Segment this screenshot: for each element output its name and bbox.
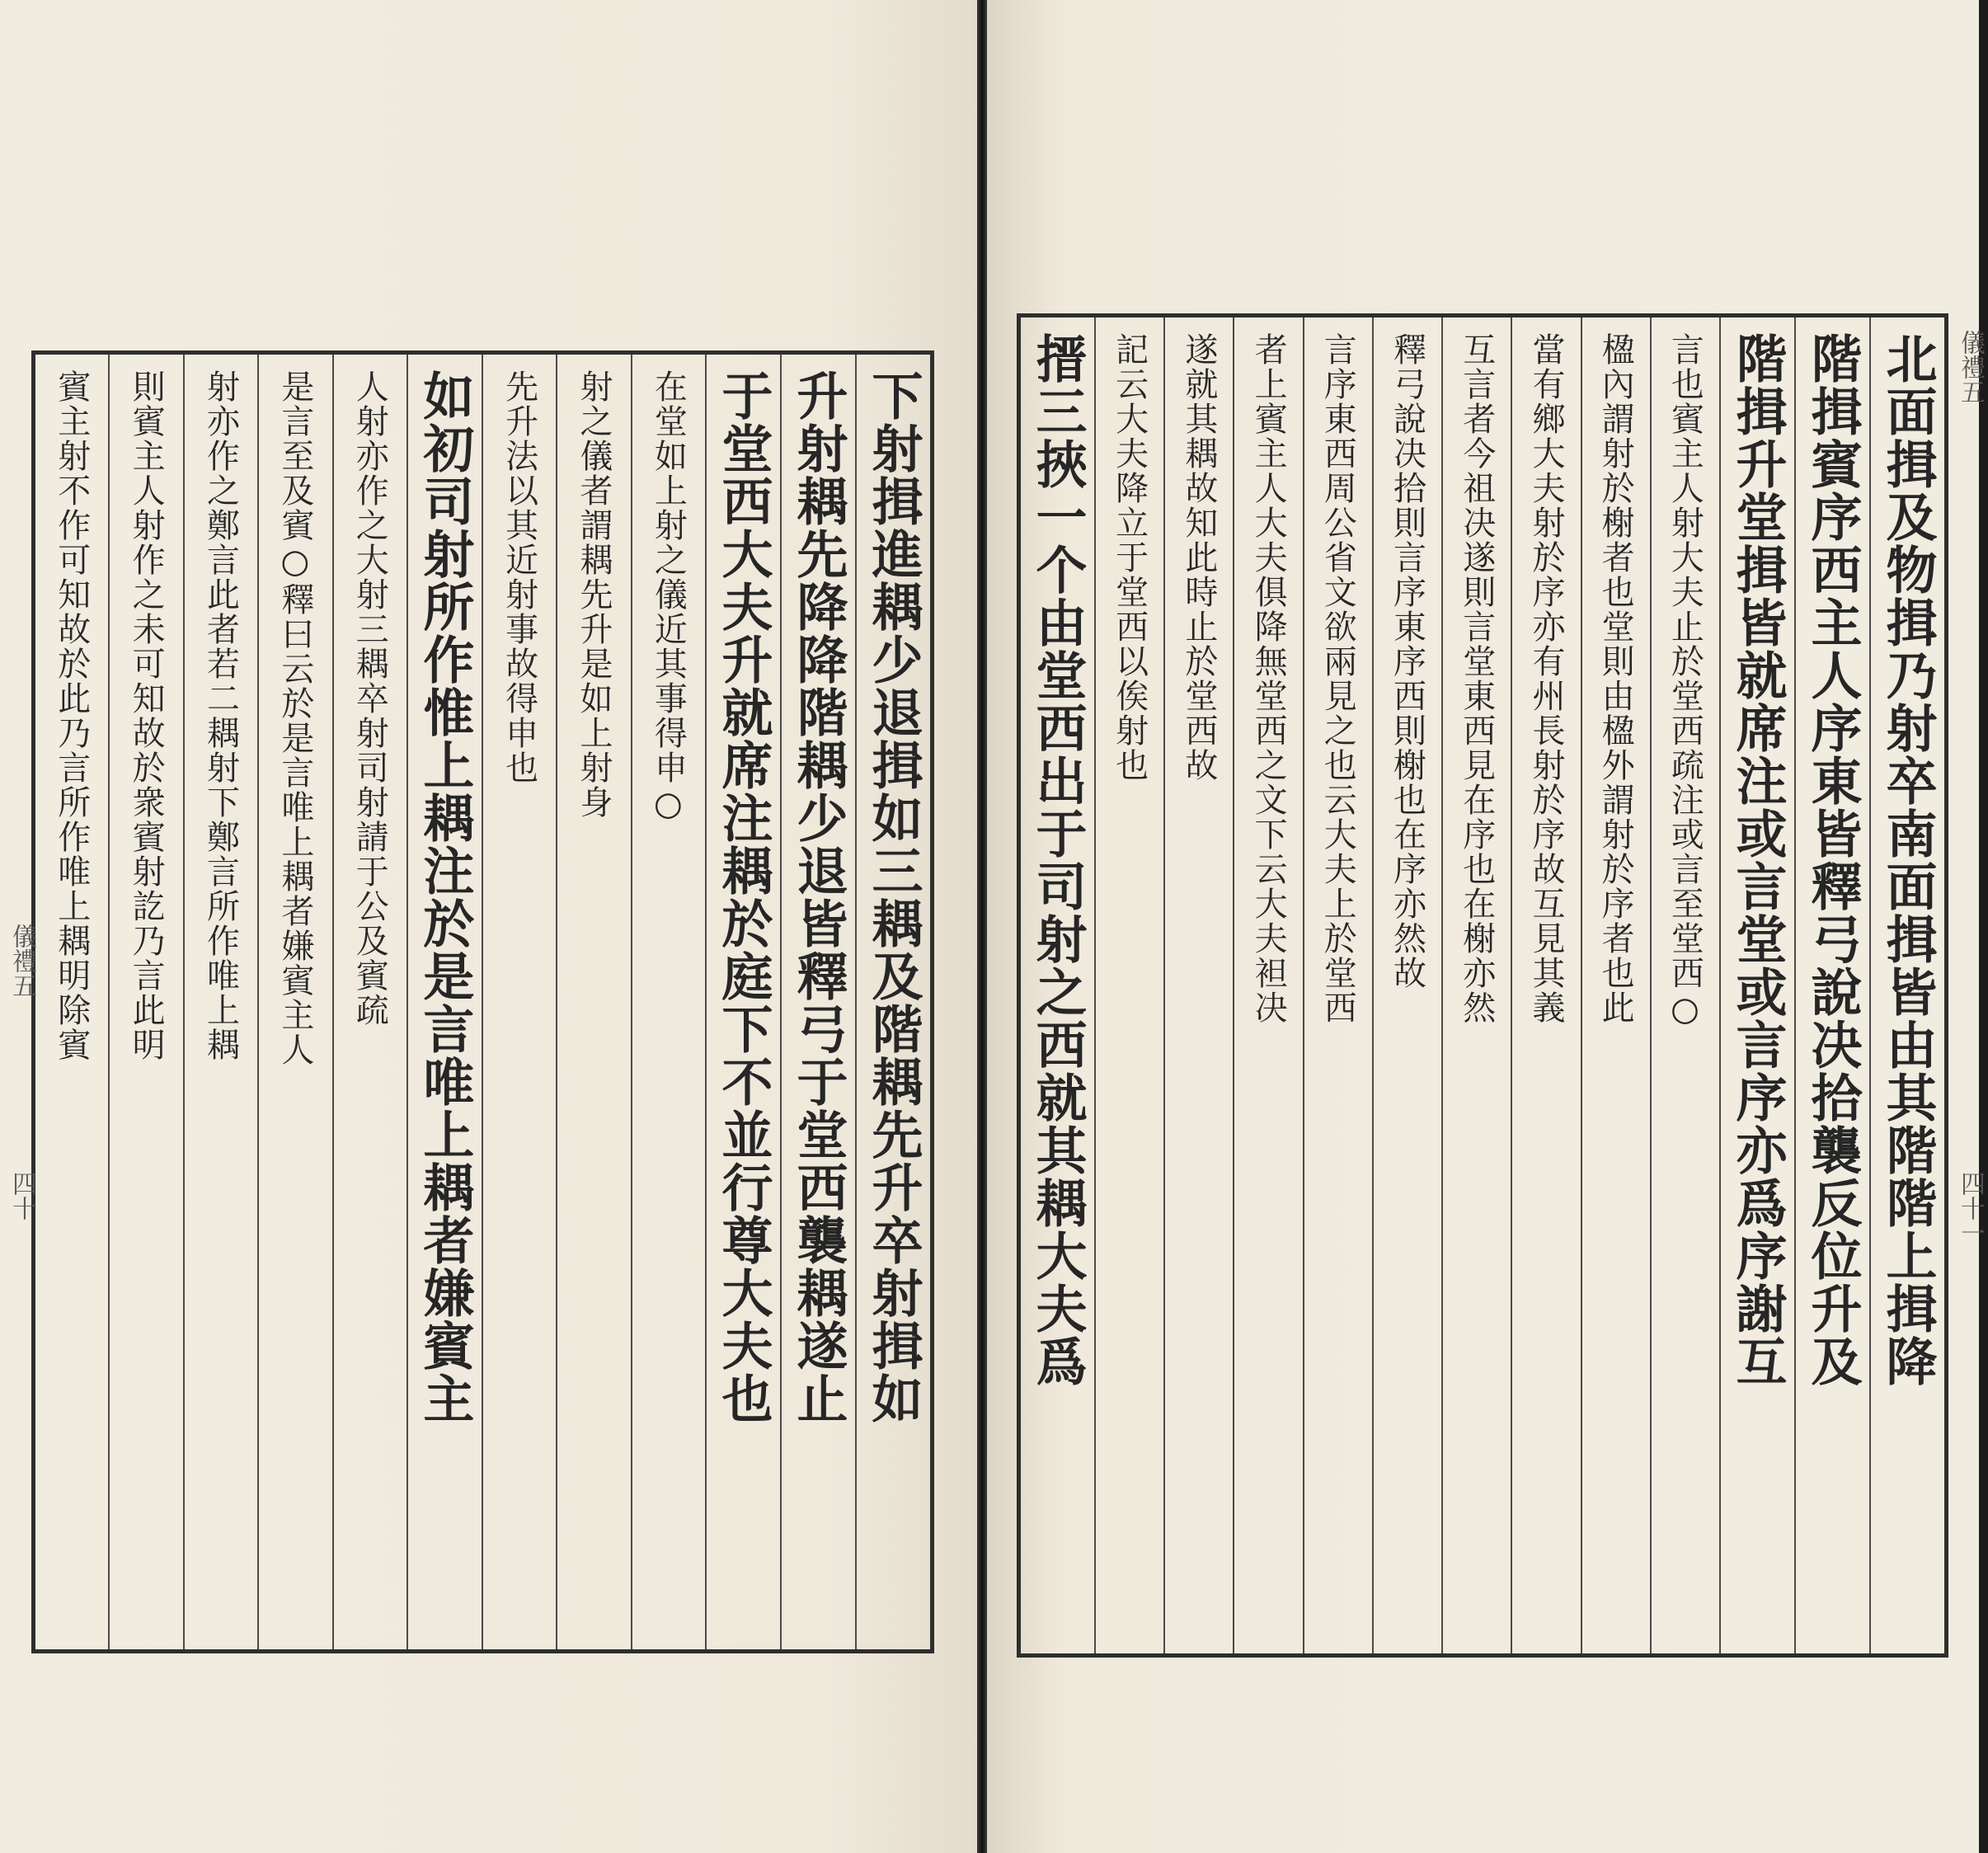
right-columns [1021,317,1944,1653]
column-text: 于堂西大夫升就席注耦於庭下不並行尊大夫也 [713,369,773,1425]
right-text-column [1794,317,1869,1653]
column-text: 階揖賓序西主人序東皆釋弓說决拾襲反位升及 [1802,332,1863,1388]
left-text-column [855,355,930,1649]
right-text-column [1303,317,1372,1653]
column-text: 釋弓說决拾則言序東序西則榭也在序亦然故 [1388,332,1426,990]
column-text: 則賓主人射作之未可知故於衆賓射訖乃言此明 [127,369,166,1062]
left-page [0,0,977,1853]
right-text-column [1233,317,1302,1653]
column-text: 記云大夫降立于堂西以俟射也 [1110,332,1149,783]
left-text-column [257,355,331,1649]
right-text-frame [1017,313,1948,1658]
column-text: 搢三挾一个由堂西出于司射之西就其耦大夫爲 [1027,332,1088,1388]
column-text: 楹內謂射於榭者也堂則由楹外謂射於序者也此 [1596,332,1635,1025]
right-page-number: 四十一 [1956,1171,1985,1245]
left-text-column [332,355,407,1649]
column-text: 言也賓主人射大夫止於堂西疏注或言至堂西○ [1666,332,1704,1030]
column-text: 遂就其耦故知此時止於堂西故 [1179,332,1218,783]
column-text: 升射耦先降降階耦少退皆釋弓于堂西襲耦遂止 [788,369,848,1425]
column-text: 射亦作之鄭言此者若二耦射下鄭言所作唯上耦 [201,369,240,1062]
left-text-column [780,355,855,1649]
left-page-number: 四十 [7,1171,36,1220]
column-text: 下射揖進耦少退揖如三耦及階耦先升卒射揖如 [863,369,924,1425]
right-text-column [1719,317,1794,1653]
left-text-column [631,355,705,1649]
column-text: 者上賓主人大夫俱降無堂西之文下云大夫袒决 [1249,332,1288,1025]
right-text-column [1581,317,1650,1653]
left-text-column [407,355,482,1649]
right-margin-label: 儀禮五 [1956,330,1985,404]
book-gutter [977,0,987,1853]
right-text-column [1869,317,1944,1653]
column-text: 當有鄉大夫射於序亦有州長射於序故互見其義 [1526,332,1565,1025]
left-text-column [35,355,108,1649]
left-columns [35,355,930,1649]
column-text: 人射亦作之大射三耦卒射司射請于公及賓疏 [350,369,389,1028]
column-text: 是言至及賓○釋曰云於是言唯上耦者嫌賓主人 [275,369,314,1067]
left-text-column [556,355,630,1649]
right-text-column [1650,317,1719,1653]
column-text: 如初司射所作惟上耦注於是言唯上耦者嫌賓主 [414,369,475,1425]
column-text: 言序東西周公省文欲兩見之也云大夫上於堂西 [1318,332,1357,1025]
right-page [987,0,1985,1853]
right-text-column [1163,317,1233,1653]
left-margin-label: 儀禮五 [7,924,36,998]
column-text: 在堂如上射之儀近其事得申○ [649,369,688,825]
column-text: 賓主射不作可知故於此乃言所作唯上耦明除賓 [52,369,91,1062]
right-text-column [1441,317,1511,1653]
left-text-column [183,355,257,1649]
column-text: 先升法以其近射事故得申也 [500,369,538,785]
column-text: 北面揖及物揖乃射卒南面揖皆由其階階上揖降 [1878,332,1938,1388]
right-text-column [1094,317,1163,1653]
right-text-column [1372,317,1441,1653]
left-text-frame [31,350,934,1653]
right-text-column [1511,317,1580,1653]
column-text: 階揖升堂揖皆就席注或言堂或言序亦爲序謝互 [1727,332,1788,1388]
column-text: 互言者今祖决遂則言堂東西見在序也在榭亦然 [1457,332,1496,1025]
left-text-column [108,355,182,1649]
right-text-column [1021,317,1094,1653]
left-text-column [705,355,780,1649]
column-text: 射之儀者謂耦先升是如上射身 [574,369,613,820]
left-text-column [482,355,556,1649]
